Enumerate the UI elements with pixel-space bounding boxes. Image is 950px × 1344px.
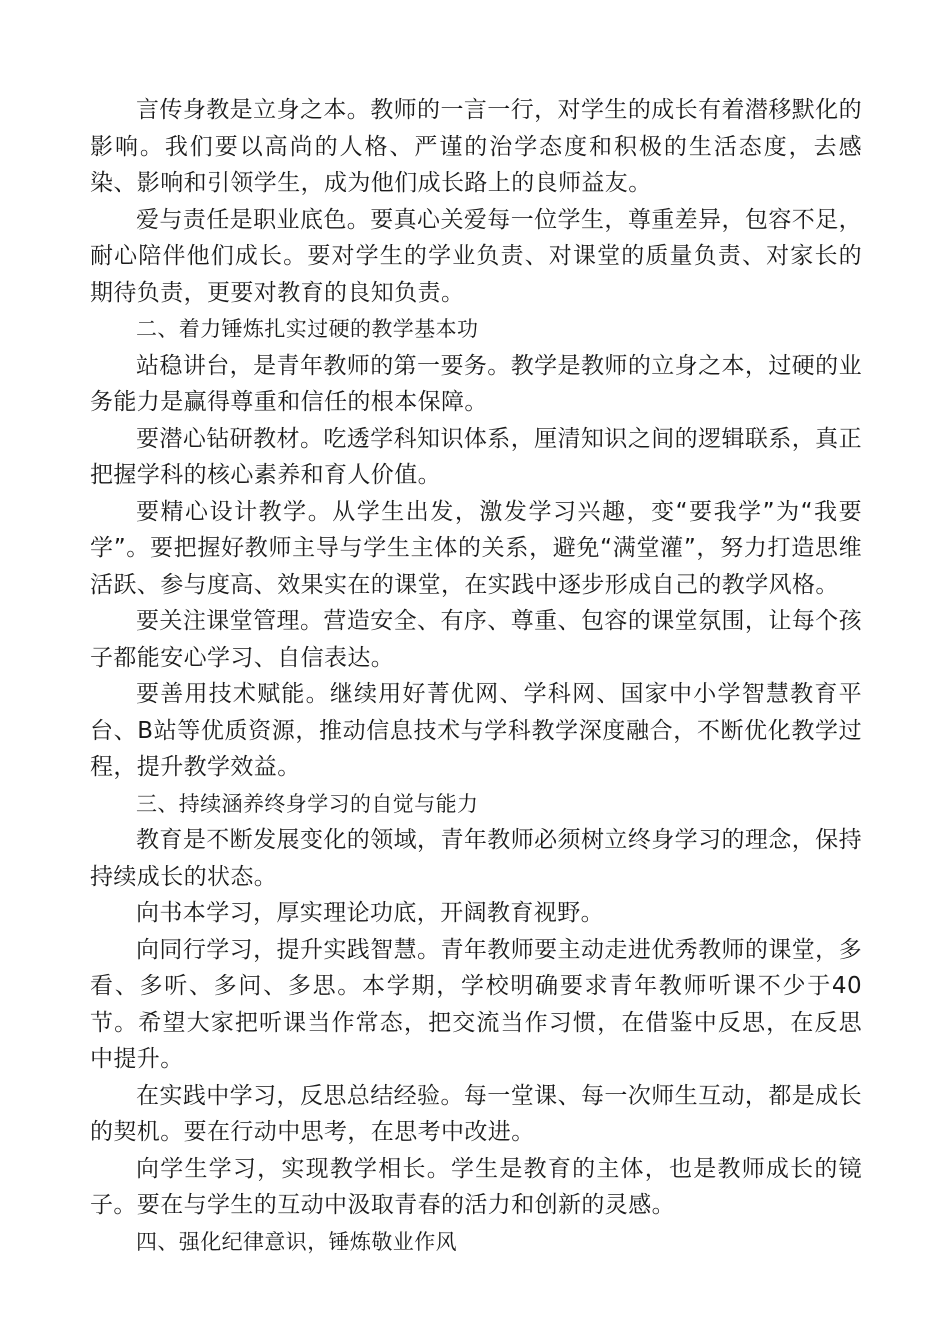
paragraph: 站稳讲台，是青年教师的第一要务。教学是教师的立身之本，过硬的业务能力是赢得尊重和信任的根本保障。 [90, 352, 862, 415]
section-heading: 三、持续涵养终身学习的自觉与能力 [136, 791, 479, 816]
section-heading: 四、强化纪律意识，锤炼敬业作风 [136, 1229, 457, 1254]
paragraph: 要关注课堂管理。营造安全、有序、尊重、包容的课堂氛围，让每个孩子都能安心学习、自信表达。 [90, 608, 862, 671]
paragraph: 向书本学习，厚实理论功底，开阔教育视野。 [136, 900, 604, 926]
paragraph: 要精心设计教学。从学生出发，激发学习兴趣，变“要我学”为“我要学”。要把握好教师主导与学生主体的关系，避免“满堂灌”，努力打造思维活跃、参与度高、效果实在的课堂，在实践中逐步形成自己的教学风格。 [90, 498, 862, 598]
paragraph: 向同行学习，提升实践智慧。青年教师要主动走进优秀教师的课堂，多看、多听、多问、多思。本学期，学校明确要求青年教师听课不少于40节。希望大家把听课当作常态，把交流当作习惯，在借鉴中反思，在反思中提升。 [90, 936, 862, 1072]
paragraph: 向学生学习，实现教学相长。学生是教育的主体，也是教师成长的镜子。要在与学生的互动中汲取青春的活力和创新的灵感。 [90, 1155, 862, 1218]
section-heading: 二、着力锤炼扎实过硬的教学基本功 [136, 317, 479, 341]
paragraph: 要善用技术赋能。继续用好菁优网、学科网、国家中小学智慧教育平台、B站等优质资源，推动信息技术与学科教学深度融合，不断优化教学过程，提升教学效益。 [90, 681, 862, 780]
paragraph: 教育是不断发展变化的领域，青年教师必须树立终身学习的理念，保持持续成长的状态。 [90, 827, 862, 890]
paragraph: 要潜心钻研教材。吃透学科知识体系，厘清知识之间的逻辑联系，真正把握学科的核心素养和育人价值。 [90, 425, 862, 488]
document-page [90, 92, 862, 1260]
paragraph: 在实践中学习，反思总结经验。每一堂课、每一次师生互动，都是成长的契机。要在行动中思考，在思考中改进。 [90, 1082, 862, 1145]
paragraph: 爱与责任是职业底色。要真心关爱每一位学生，尊重差异，包容不足，耐心陪伴他们成长。要对学生的学业负责、对课堂的质量负责、对家长的期待负责，更要对教育的良知负责。 [90, 206, 862, 306]
paragraph: 言传身教是立身之本。教师的一言一行，对学生的成长有着潜移默化的影响。我们要以高尚的人格、严谨的治学态度和积极的生活态度，去感染、影响和引领学生，成为他们成长路上的良师益友。 [90, 97, 862, 196]
